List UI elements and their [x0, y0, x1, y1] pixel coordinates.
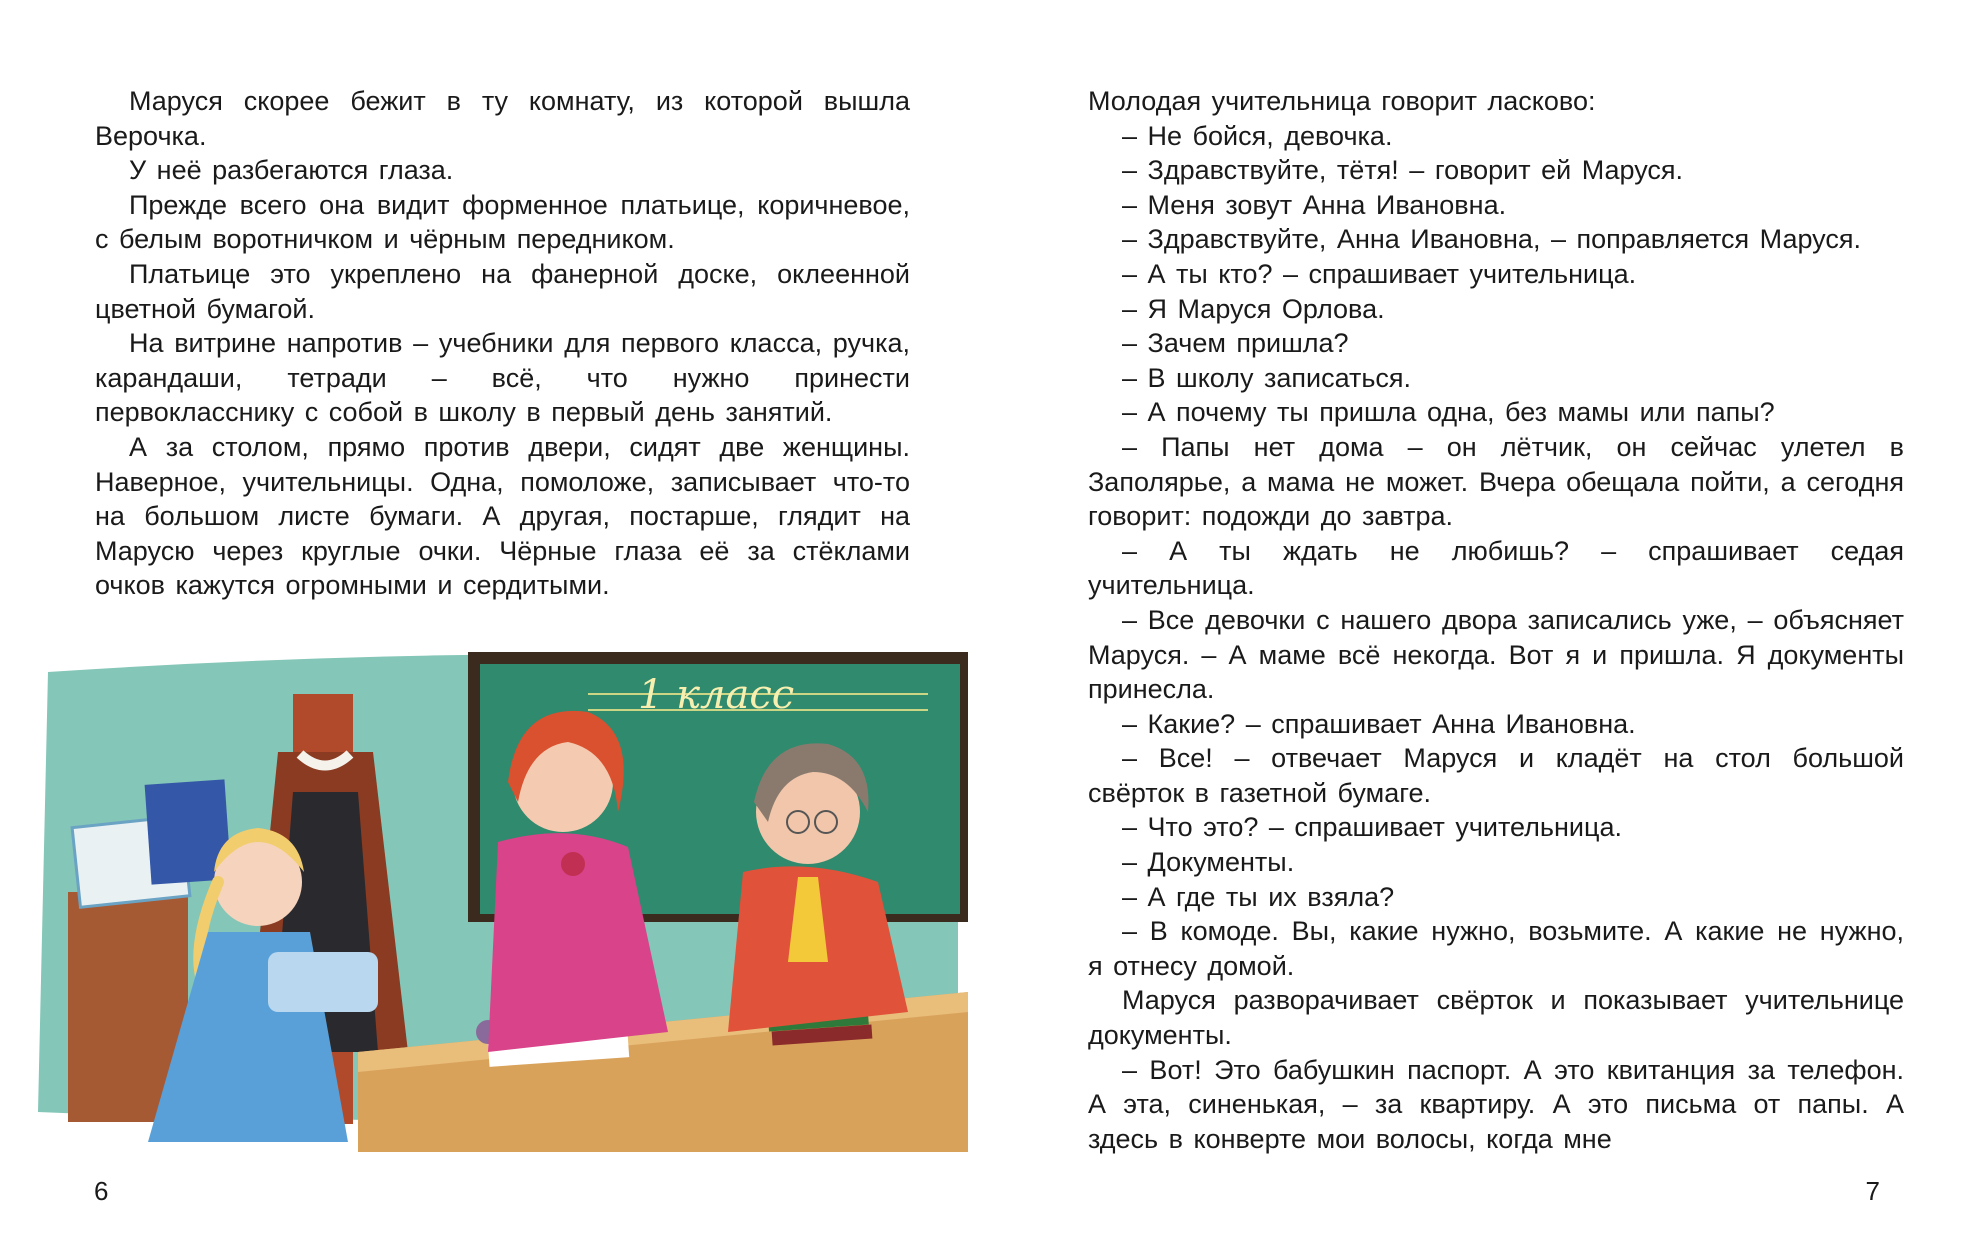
dialogue-line: – Зачем пришла?	[1122, 328, 1349, 359]
dialogue-line: – А ты ждать не любишь? – спрашивает седая учительница.	[1088, 535, 1904, 601]
dialogue-line: – Вот! Это бабушкин паспорт. А это квитанция за телефон. А эта, синенькая, – за квартиру. А это письма от папы. А здесь в конверте мои волосы, когда мне	[1088, 1054, 1904, 1154]
dialogue-line: – Меня зовут Анна Ивановна.	[1122, 189, 1507, 220]
dialogue-line: – В комоде. Вы, какие нужно, возьмите. А какие не нужно, я отнесу домой.	[1088, 916, 1904, 981]
paragraph: Прежде всего она видит форменное платьице, коричневое, с белым воротничком и чёрным передником.	[95, 189, 910, 255]
dialogue-line: – В школу записаться.	[1122, 362, 1412, 393]
paragraph: А за столом, прямо против двери, сидят две женщины. Наверное, учительницы. Одна, помоложе, записывает что-то на большом листе бумаги. А другая, постарше, глядит на Марусю через круглые очки. Чёрные глаза её за стёклами очков кажутся огромными и сердитыми.	[95, 431, 910, 601]
paragraph: Платьице это укреплено на фанерной доске, оклеенной цветной бумагой.	[95, 258, 910, 324]
dialogue-line: – Что это? – спрашивает учительница.	[1122, 812, 1622, 843]
dialogue-line: – Здравствуйте, тётя! – говорит ей Маруся.	[1122, 155, 1684, 186]
paragraph: Молодая учительница говорит ласково:	[1088, 86, 1596, 116]
dialogue-line: – Все! – отвечает Маруся и кладёт на стол большой свёрток в газетной бумаге.	[1088, 743, 1904, 808]
dialogue-line: – Я Маруся Орлова.	[1122, 293, 1385, 324]
classroom-illustration	[28, 632, 968, 1152]
page-number: 6	[94, 1176, 109, 1206]
right-page	[992, 0, 1984, 1248]
paragraph: Маруся разворачивает свёрток и показывает учительнице документы.	[1088, 985, 1904, 1051]
dialogue-line: – Не бойся, девочка.	[1122, 120, 1393, 151]
paragraph: На витрине напротив – учебники для первого класса, ручка, карандаши, тетради – всё, что нужно принести первокласснику с собой в школу в первый день занятий.	[95, 328, 910, 428]
paragraph: У неё разбегаются глаза.	[129, 155, 454, 186]
dialogue-line: – Документы.	[1122, 847, 1295, 878]
dialogue-line: – А ты кто? – спрашивает учительница.	[1122, 258, 1637, 289]
right-page-text	[1088, 84, 1904, 1156]
dialogue-line: – Все девочки с нашего двора записались уже, – объясняет Маруся. – А маме всё некогда. Вот я и пришла. Я документы принесла.	[1088, 604, 1904, 705]
dialogue-line: – Здравствуйте, Анна Ивановна, – поправляется Маруся.	[1122, 224, 1861, 255]
dialogue-line: – Какие? – спрашивает Анна Ивановна.	[1122, 708, 1636, 739]
dialogue-line: – А где ты их взяла?	[1122, 881, 1395, 912]
dialogue-line: – Папы нет дома – он лётчик, он сейчас улетел в Заполярье, а мама не может. Вчера обещала пойти, а сегодня говорит: подожди до завтра.	[1088, 431, 1904, 532]
left-page-text	[95, 84, 910, 603]
paragraph: Маруся скорее бежит в ту комнату, из которой вышла Верочка.	[95, 86, 910, 151]
page-number: 7	[1865, 1176, 1880, 1206]
blackboard-text: 1 класс	[638, 672, 795, 718]
dialogue-line: – А почему ты пришла одна, без мамы или папы?	[1122, 397, 1775, 428]
